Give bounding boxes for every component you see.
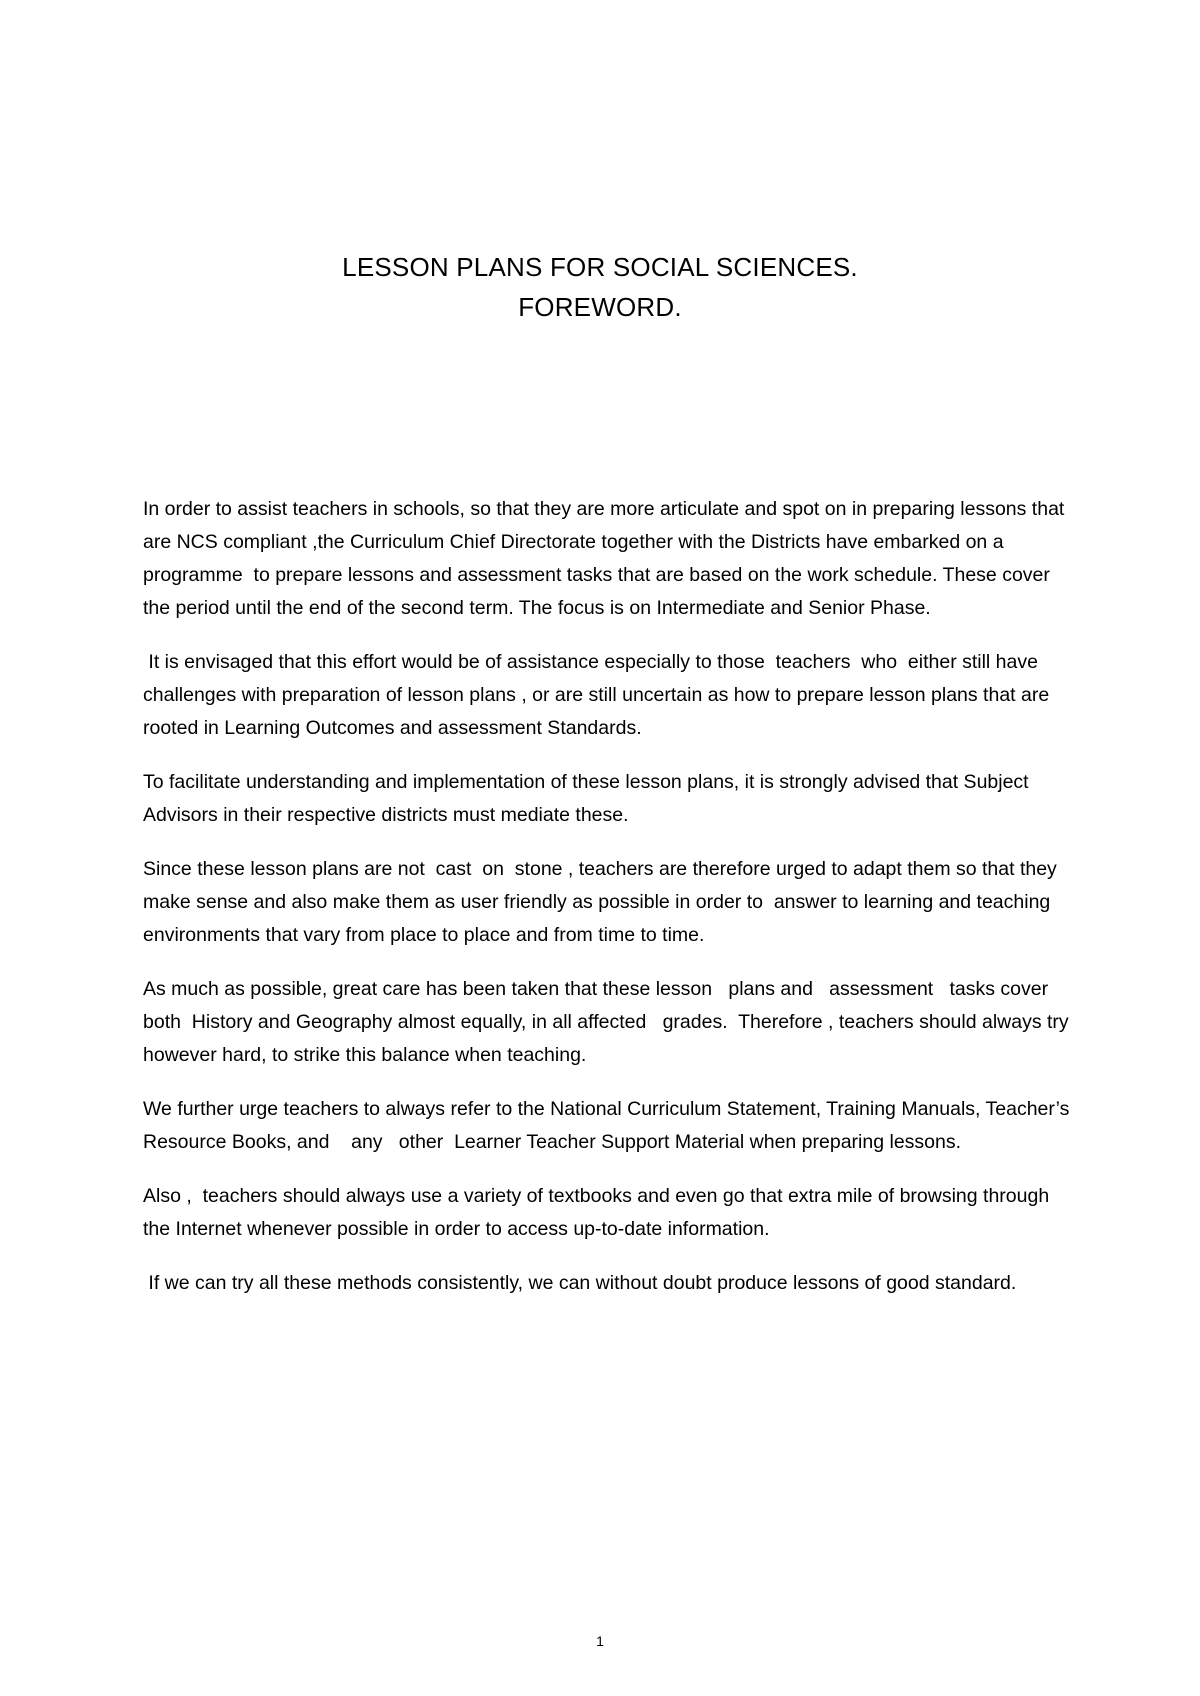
paragraph-2: It is envisaged that this effort would be of assistance especially to those teachers who either still have challenges with preparation of lesson plans , or are still uncertain as how to prepare lesson plans that are rooted in Learning Outcomes and assessment Standards. — [143, 651, 1055, 739]
paragraph-3: To facilitate understanding and implementation of these lesson plans, it is strongly advised that Subject Advisors in their respective districts must mediate these. — [143, 771, 1033, 826]
paragraph-8: If we can try all these methods consistently, we can without doubt produce lessons of good standard. — [143, 1272, 1017, 1294]
paragraph-6: We further urge teachers to always refer to the National Curriculum Statement, Training Manuals, Teacher’s Resource Books, and any other Learner Teacher Support Material when preparing lessons. — [143, 1098, 1075, 1153]
page-number: 1 — [596, 1633, 604, 1649]
document-title: LESSON PLANS FOR SOCIAL SCIENCES. — [342, 252, 858, 282]
paragraph-4: Since these lesson plans are not cast on stone , teachers are therefore urged to adapt them so that they make sense and also make them as user friendly as possible in order to answer to learning and teaching environments that vary from place to place and from time to time. — [143, 858, 1063, 946]
paragraph-5: As much as possible, great care has been taken that these lesson plans and assessment tasks cover both History and Geography almost equally, in all affected grades. Therefore , teachers should always try however hard, to strike this balance when teaching. — [143, 978, 1080, 1066]
paragraph-1: In order to assist teachers in schools, so that they are more articulate and spot on in preparing lessons that are NCS compliant ,the Curriculum Chief Directorate together with the Districts have embarked on a programme to prepare lessons and assessment tasks that are based on the work schedule. These cover the period until the end of the second term. The focus is on Intermediate and Senior Phase. — [143, 498, 1070, 619]
foreword-body — [143, 493, 1080, 1321]
foreword-heading: FOREWORD. — [518, 292, 682, 322]
paragraph-7: Also , teachers should always use a variety of textbooks and even go that extra mile of browsing through the Internet whenever possible in order to access up-to-date information. — [143, 1185, 1055, 1240]
